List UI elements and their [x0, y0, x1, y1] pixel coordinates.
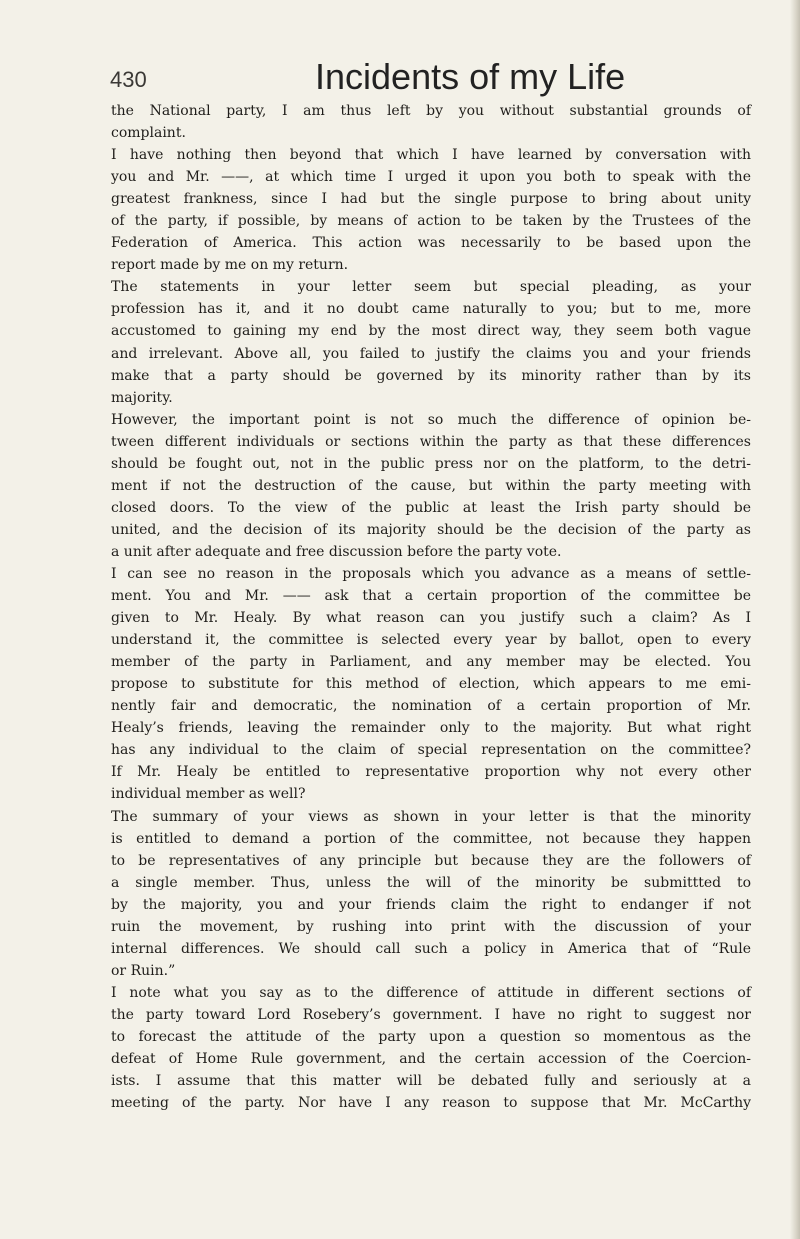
body-text	[111, 100, 751, 1114]
text-line: ment if not the destruction of the cause, but within the party meeting with	[111, 477, 751, 494]
text-line: given to Mr. Healy. By what reason can you justify such a claim? As I	[111, 610, 751, 627]
text-line: The summary of your views as shown in your letter is that the minority	[111, 808, 751, 825]
text-line: is entitled to demand a portion of the committee, not because they happen	[111, 830, 751, 847]
text-line: you and Mr. ——, at which time I urged it upon you both to speak with the	[111, 169, 751, 186]
text-line: by the majority, you and your friends claim the right to endanger if not	[111, 896, 751, 913]
text-line: I have nothing then beyond that which I have learned by conversation with	[111, 147, 751, 164]
text-line: the party toward Lord Rosebery’s government. I have no right to suggest nor	[111, 1006, 751, 1023]
page-edge-shadow	[790, 0, 800, 1239]
text-line: I note what you say as to the difference of attitude in different sections of	[111, 984, 751, 1001]
text-line: propose to substitute for this method of election, which appears to me emi-	[111, 676, 751, 693]
text-line: I can see no reason in the proposals which you advance as a means of settle-	[111, 565, 751, 582]
text-line: internal differences. We should call such a policy in America that of “Rule	[111, 940, 751, 957]
text-line: meeting of the party. Nor have I any reason to suppose that Mr. McCarthy	[111, 1095, 751, 1112]
text-line: to be representatives of any principle but because they are the followers of	[111, 852, 751, 869]
text-line: and irrelevant. Above all, you failed to justify the claims you and your friends	[111, 345, 751, 362]
text-line: a unit after adequate and free discussion before the party vote.	[111, 543, 562, 560]
text-line: report made by me on my return.	[111, 257, 349, 274]
text-line: of the party, if possible, by means of action to be taken by the Trustees of the	[111, 213, 751, 230]
text-line: make that a party should be governed by its minority rather than by its	[111, 367, 751, 384]
text-line: nently fair and democratic, the nomination of a certain proportion of Mr.	[111, 698, 751, 715]
text-line: understand it, the committee is selected every year by ballot, open to every	[111, 632, 751, 649]
page-number: 430	[110, 67, 147, 92]
text-line: complaint.	[111, 125, 186, 142]
text-line: The statements in your letter seem but special pleading, as your	[111, 279, 751, 296]
text-line: Federation of America. This action was necessarily to be based upon the	[111, 235, 751, 252]
text-line: closed doors. To the view of the public at least the Irish party should be	[111, 499, 751, 516]
text-line: majority.	[111, 389, 173, 406]
text-line: However, the important point is not so much the difference of opinion be-	[111, 411, 751, 428]
text-line: If Mr. Healy be entitled to representative proportion why not every other	[111, 764, 751, 781]
text-line: a single member. Thus, unless the will of the minority be submittted to	[111, 874, 751, 891]
text-line: profession has it, and it no doubt came naturally to you; but to me, more	[111, 301, 751, 318]
text-line: united, and the decision of its majority should be the decision of the party as	[111, 521, 751, 538]
text-line: Healy’s friends, leaving the remainder only to the majority. But what right	[111, 720, 751, 737]
text-line: individual member as well?	[111, 786, 306, 803]
text-line: the National party, I am thus left by you without substantial grounds of	[111, 103, 751, 119]
text-line: or Ruin.”	[111, 962, 176, 979]
text-line: accustomed to gaining my end by the most direct way, they seem both vague	[111, 323, 751, 340]
page-header	[110, 56, 750, 104]
text-line: to forecast the attitude of the party upon a question so momentous as the	[111, 1028, 751, 1045]
text-line: member of the party in Parliament, and any member may be elected. You	[111, 654, 751, 671]
text-line: defeat of Home Rule government, and the certain accession of the Coercion-	[111, 1051, 751, 1068]
running-title: Incidents of my Life	[315, 56, 626, 97]
text-line: should be fought out, not in the public press nor on the platform, to the detri-	[111, 455, 751, 472]
text-line: ment. You and Mr. —— ask that a certain proportion of the committee be	[111, 588, 751, 605]
text-line: tween different individuals or sections within the party as that these differences	[111, 433, 751, 450]
text-line: has any individual to the claim of special representation on the committee?	[111, 742, 751, 759]
text-line: ruin the movement, by rushing into print with the discussion of your	[111, 918, 751, 935]
text-line: ists. I assume that this matter will be debated fully and seriously at a	[111, 1073, 751, 1090]
text-line: greatest frankness, since I had but the single purpose to bring about unity	[111, 191, 751, 208]
